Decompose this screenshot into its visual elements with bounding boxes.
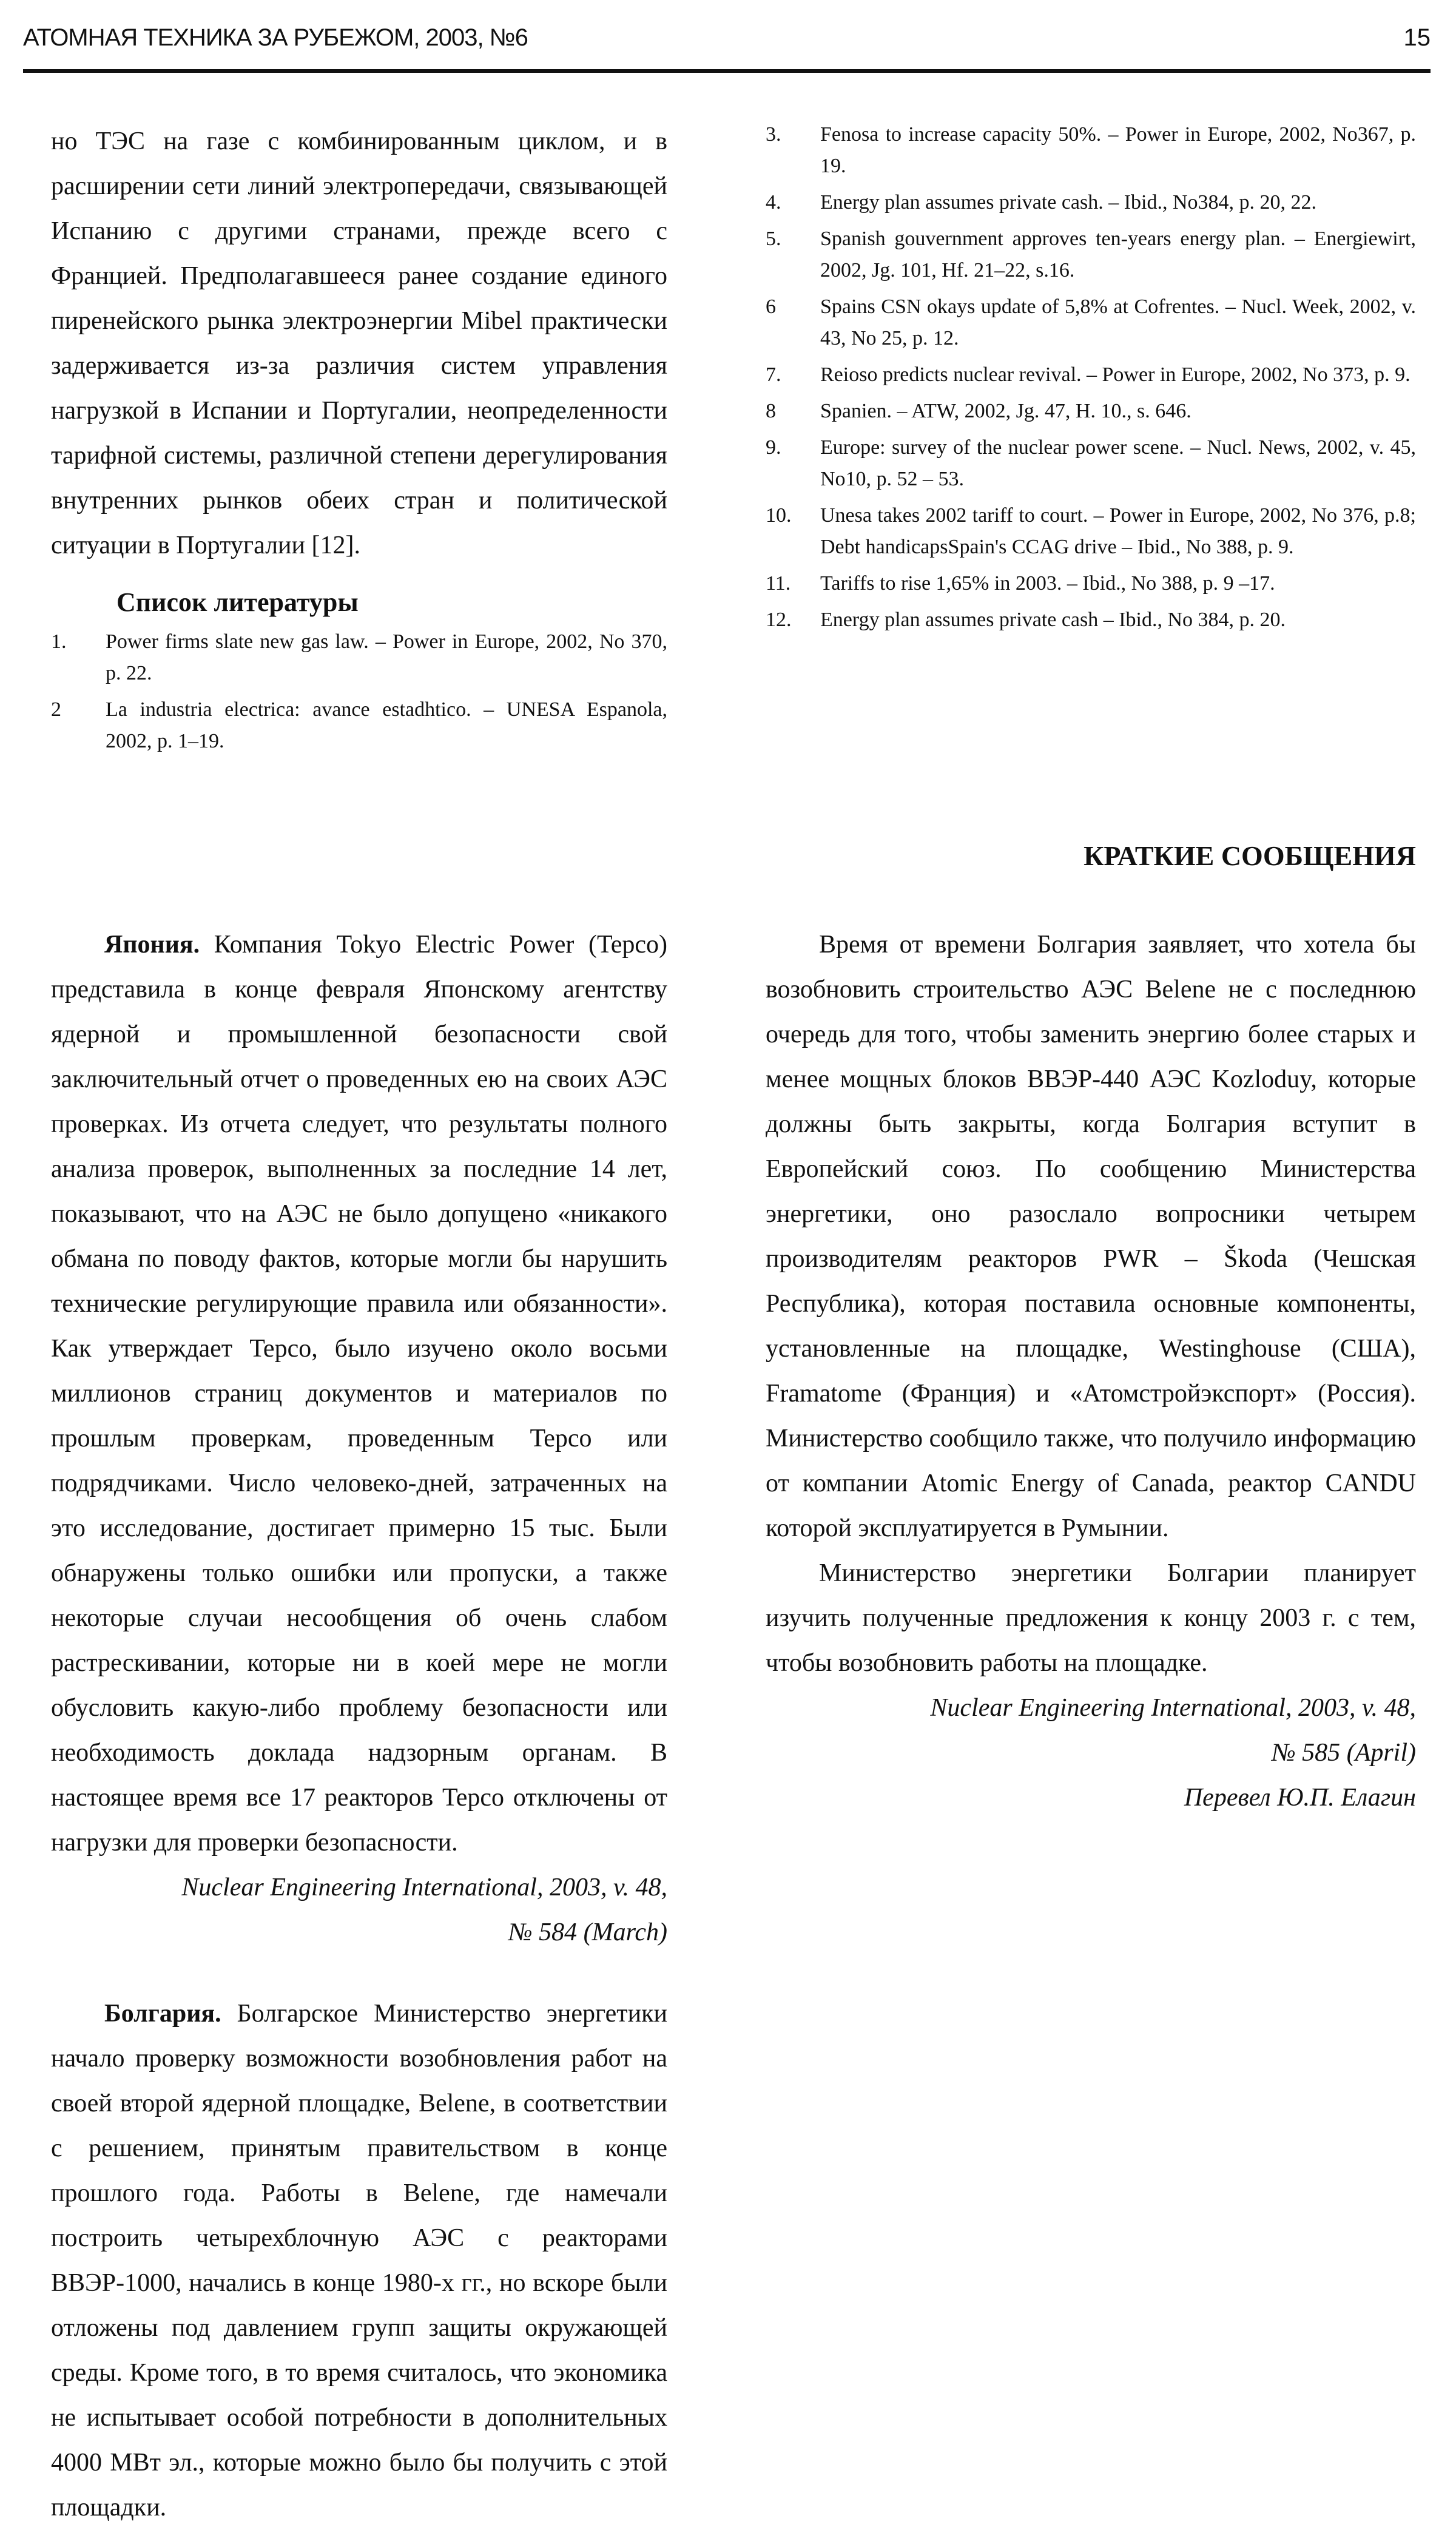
reference-item [51,626,667,689]
reference-item [766,359,1416,391]
reference-number: 12. [766,609,792,631]
reference-text: Spanish gouvernment approves ten-years energy plan. – Energiewirt, 2002, Jg. 101, Hf. 21–22, s.16. [820,228,1416,282]
japan-text: Компания Tokyo Electric Power (Tepco) представила в конце февраля Японскому агентству ядерной и промышленной безопасности свой заключительный отчет о проведенных ею на своих АЭС проверках. Из отчета следует, что результаты полного анализа проверок, выполненных за последние 14 лет, показывают, что на АЭС не было допущено «никакого обмана по поводу фактов, которые могли бы нарушить технические регулирующие правила или обязанности». Как утверждает Tepco, было изучено около восьми миллионов страниц документов и материалов по прошлым проверкам, проведенным Tepco или подрядчиками. Число человеко-дней, затраченных на это исследование, достигает примерно 15 тыс. Были обнаружены только ошибки или пропуски, а также некоторые случаи несообщения об очень слабом растрескивании, которые ни в коей мере не могли обусловить какую-либо проблему безопасности или необходимость доклада надзорным органам. В настоящее время все 17 реакторов Tepco отключены от нагрузки для проверки безопасности. [51,931,667,1857]
reference-number: 7. [766,363,781,386]
reference-text: Unesa takes 2002 tariff to court. – Power in Europe, 2002, No 376, p.8; Debt handicapsSpain's CCAG drive – Ibid., No 388, p. 9. [820,504,1416,558]
reference-text: Spains CSN okays update of 5,8% at Cofrentes. – Nucl. Week, 2002, v. 43, No 25, p. 12. [820,295,1416,349]
header-rule [23,69,1431,73]
references-title: Список литературы [116,587,359,617]
reference-text: Reioso predicts nuclear revival. – Power in Europe, 2002, No 373, p. 9. [820,363,1410,386]
lower-left-column [51,922,667,2530]
translator-credit: Перевел Ю.П. Елагин [1184,1784,1416,1812]
reference-item [766,500,1416,563]
page-header [23,24,1431,73]
reference-text: Power firms slate new gas law. – Power in Europe, 2002, No 370, p. 22. [106,630,667,684]
reference-text: La industria electrica: avance estadhtico. – UNESA Espanola, 2002, p. 1–19. [106,698,667,752]
reference-item [766,187,1416,218]
reference-text: Energy plan assumes private cash – Ibid., No 384, p. 20. [820,609,1286,631]
reference-item [766,119,1416,182]
bulgaria-paragraph-2: Время от времени Болгария заявляет, что хотела бы возобновить строительство АЭС Belene не с последнюю очередь для того, чтобы заменить энергию более старых и менее мощных блоков ВВЭР-440 АЭС Kozloduy, которые должны быть закрыты, когда Болгария вступит в Европейский союз. По сообщению Министерства энергетики, оно разослало вопросники четырем производителям реакторов PWR – Škoda (Чешская Республика), которая поставила основные компоненты, установленные на площадке, Westinghouse (США), Framatome (Франция) и «Атомстройэкспорт» (Россия). Министерство сообщило также, что получило информацию от компании Atomic Energy of Canada, реактор CANDU которой эксплуатируется в Румынии. [766,931,1416,1542]
reference-text: Fenosa to increase capacity 50%. – Power in Europe, 2002, No367, p. 19. [820,123,1416,177]
continuation-paragraph: но ТЭС на газе с комбинированным циклом, и в расширении сети линий электропередачи, связывающей Испанию с другими странами, прежде всего с Францией. Предполагавшееся ранее создание единого пиренейского рынка электроэнергии Mibel практически задерживается из-за различия систем управления нагрузкой в Испании и Португалии, неопределенности тарифной системы, различной степени дерегулирования внутренних рынков обеих стран и политической ситуации в Португалии [12]. [51,127,667,559]
reference-number: 3. [766,123,781,146]
lower-right-column [766,922,1416,1820]
bulgaria-paragraph-3: Министерство энергетики Болгарии планирует изучить полученные предложения к концу 2003 г. с тем, чтобы возобновить работы на площадке. [766,1559,1416,1677]
reference-text: Spanien. – ATW, 2002, Jg. 47, H. 10., s. 646. [820,400,1191,422]
page-number: 15 [1403,24,1431,51]
reference-item [766,604,1416,636]
reference-item [766,223,1416,286]
reference-number: 4. [766,191,781,214]
japan-lead: Япония. [104,931,200,959]
reference-number: 1. [51,630,67,653]
reference-number: 9. [766,436,781,459]
bulgaria-text: Болгарское Министерство энергетики начало проверку возможности возобновления работ на своей второй ядерной площадке, Belene, в соответствии с решением, принятым правительством в конце прошлого года. Работы в Belene, где намечали построить четырехблочную АЭС с реакторами ВВЭР-1000, начались в конце 1980-х гг., но вскоре были отложены под давлением групп защиты окружающей среды. Кроме того, в то время считалось, что экономика не испытывает особой потребности в дополнительных 4000 МВт эл., которые можно было бы получить с этой площадки. [51,2000,667,2522]
reference-text: Energy plan assumes private cash. – Ibid., No384, p. 20, 22. [820,191,1317,214]
reference-number: 11. [766,572,791,595]
japan-source-line2: № 584 (March) [508,1918,667,1946]
bulgaria-source-line1: Nuclear Engineering International, 2003, v. 48, [930,1694,1416,1722]
reference-item [766,568,1416,599]
reference-number: 5. [766,228,781,250]
reference-number: 6 [766,295,776,318]
upper-right-column [766,119,1416,641]
journal-title: АТОМНАЯ ТЕХНИКА ЗА РУБЕЖОМ, 2003, №6 [23,24,528,51]
reference-item [766,432,1416,495]
japan-paragraph [51,922,667,1865]
bulgaria-paragraph [51,1991,667,2530]
reference-item [51,694,667,757]
reference-text: Europe: survey of the nuclear power scene. – Nucl. News, 2002, v. 45, No10, p. 52 – 53. [820,436,1416,490]
japan-source-line1: Nuclear Engineering International, 2003, v. 48, [181,1874,667,1901]
reference-number: 2 [51,698,61,721]
section-heading: КРАТКИЕ СООБЩЕНИЯ [1084,840,1416,871]
upper-left-column [51,119,667,762]
reference-text: Tariffs to rise 1,65% in 2003. – Ibid., No 388, p. 9 –17. [820,572,1275,595]
bulgaria-source-line2: № 585 (April) [1272,1739,1416,1767]
reference-number: 10. [766,504,792,527]
bulgaria-lead: Болгария. [104,2000,221,2028]
reference-item [766,396,1416,427]
reference-item [766,291,1416,354]
reference-number: 8 [766,400,776,422]
